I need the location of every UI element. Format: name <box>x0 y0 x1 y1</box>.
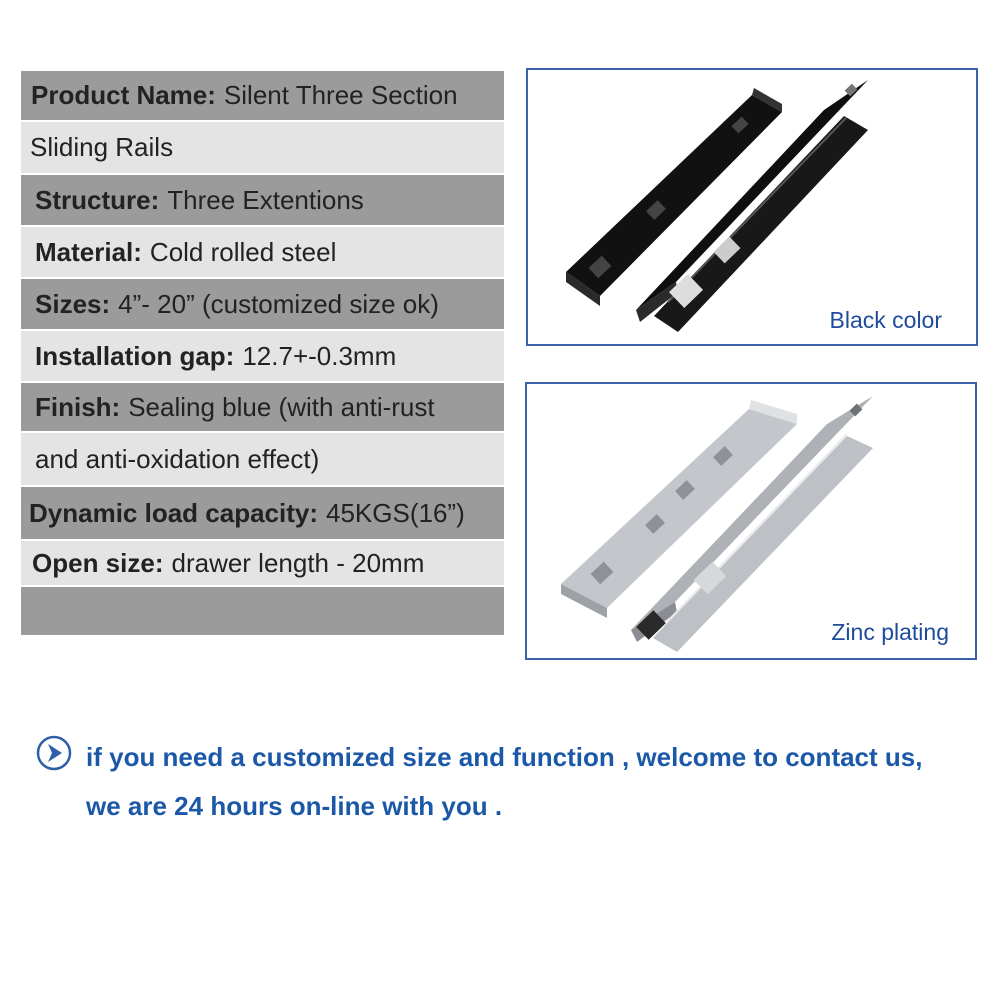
spec-label: Material: <box>35 236 142 267</box>
spec-value: Cold rolled steel <box>149 236 337 267</box>
spec-label: Open size: <box>32 547 164 578</box>
spec-value: Sliding Rails <box>30 132 174 162</box>
black-rail-photo <box>526 68 978 346</box>
circle-arrow-right-icon <box>36 735 72 771</box>
spec-value: Silent Three Section <box>223 80 458 110</box>
spec-row-sizes <box>21 279 504 331</box>
spec-label: Product Name: <box>31 80 216 110</box>
spec-table <box>21 71 504 637</box>
spec-label: Finish: <box>35 391 121 422</box>
photo-caption: Black color <box>829 307 942 333</box>
spec-label: Dynamic load capacity: <box>29 497 318 528</box>
spec-value: Three Extentions <box>167 184 364 215</box>
spec-label: Sizes: <box>35 288 111 319</box>
spec-row-finish <box>21 383 504 433</box>
spec-value: 45KGS(16”) <box>326 497 465 528</box>
zinc-rail-photo <box>525 382 977 660</box>
spec-row-product-name <box>21 71 504 122</box>
contact-note <box>86 733 986 831</box>
spec-row-product-name-cont <box>21 122 504 175</box>
spec-row-installation-gap <box>21 331 504 383</box>
contact-note-line-1: if you need a customized size and function , welcome to contact us, <box>86 742 923 772</box>
spec-row-structure <box>21 175 504 227</box>
spec-row-empty <box>21 587 504 637</box>
spec-label: Installation gap: <box>35 340 235 371</box>
black-rail-image <box>528 70 976 344</box>
spec-label: Structure: <box>35 184 160 215</box>
contact-note-line-2: we are 24 hours on-line with you . <box>86 791 503 821</box>
zinc-rail-image <box>527 384 975 658</box>
spec-row-dynamic-load <box>21 487 504 541</box>
spec-row-finish-cont <box>21 433 504 487</box>
spec-value: Sealing blue (with anti-rust <box>128 391 435 422</box>
spec-row-material <box>21 227 504 279</box>
spec-row-open-size <box>21 541 504 587</box>
spec-value: 4”- 20” (customized size ok) <box>118 288 439 319</box>
spec-value: and anti-oxidation effect) <box>35 443 320 474</box>
spec-value: drawer length - 20mm <box>171 547 425 578</box>
photo-caption: Zinc plating <box>831 619 949 645</box>
spec-value: 12.7+-0.3mm <box>242 340 397 371</box>
